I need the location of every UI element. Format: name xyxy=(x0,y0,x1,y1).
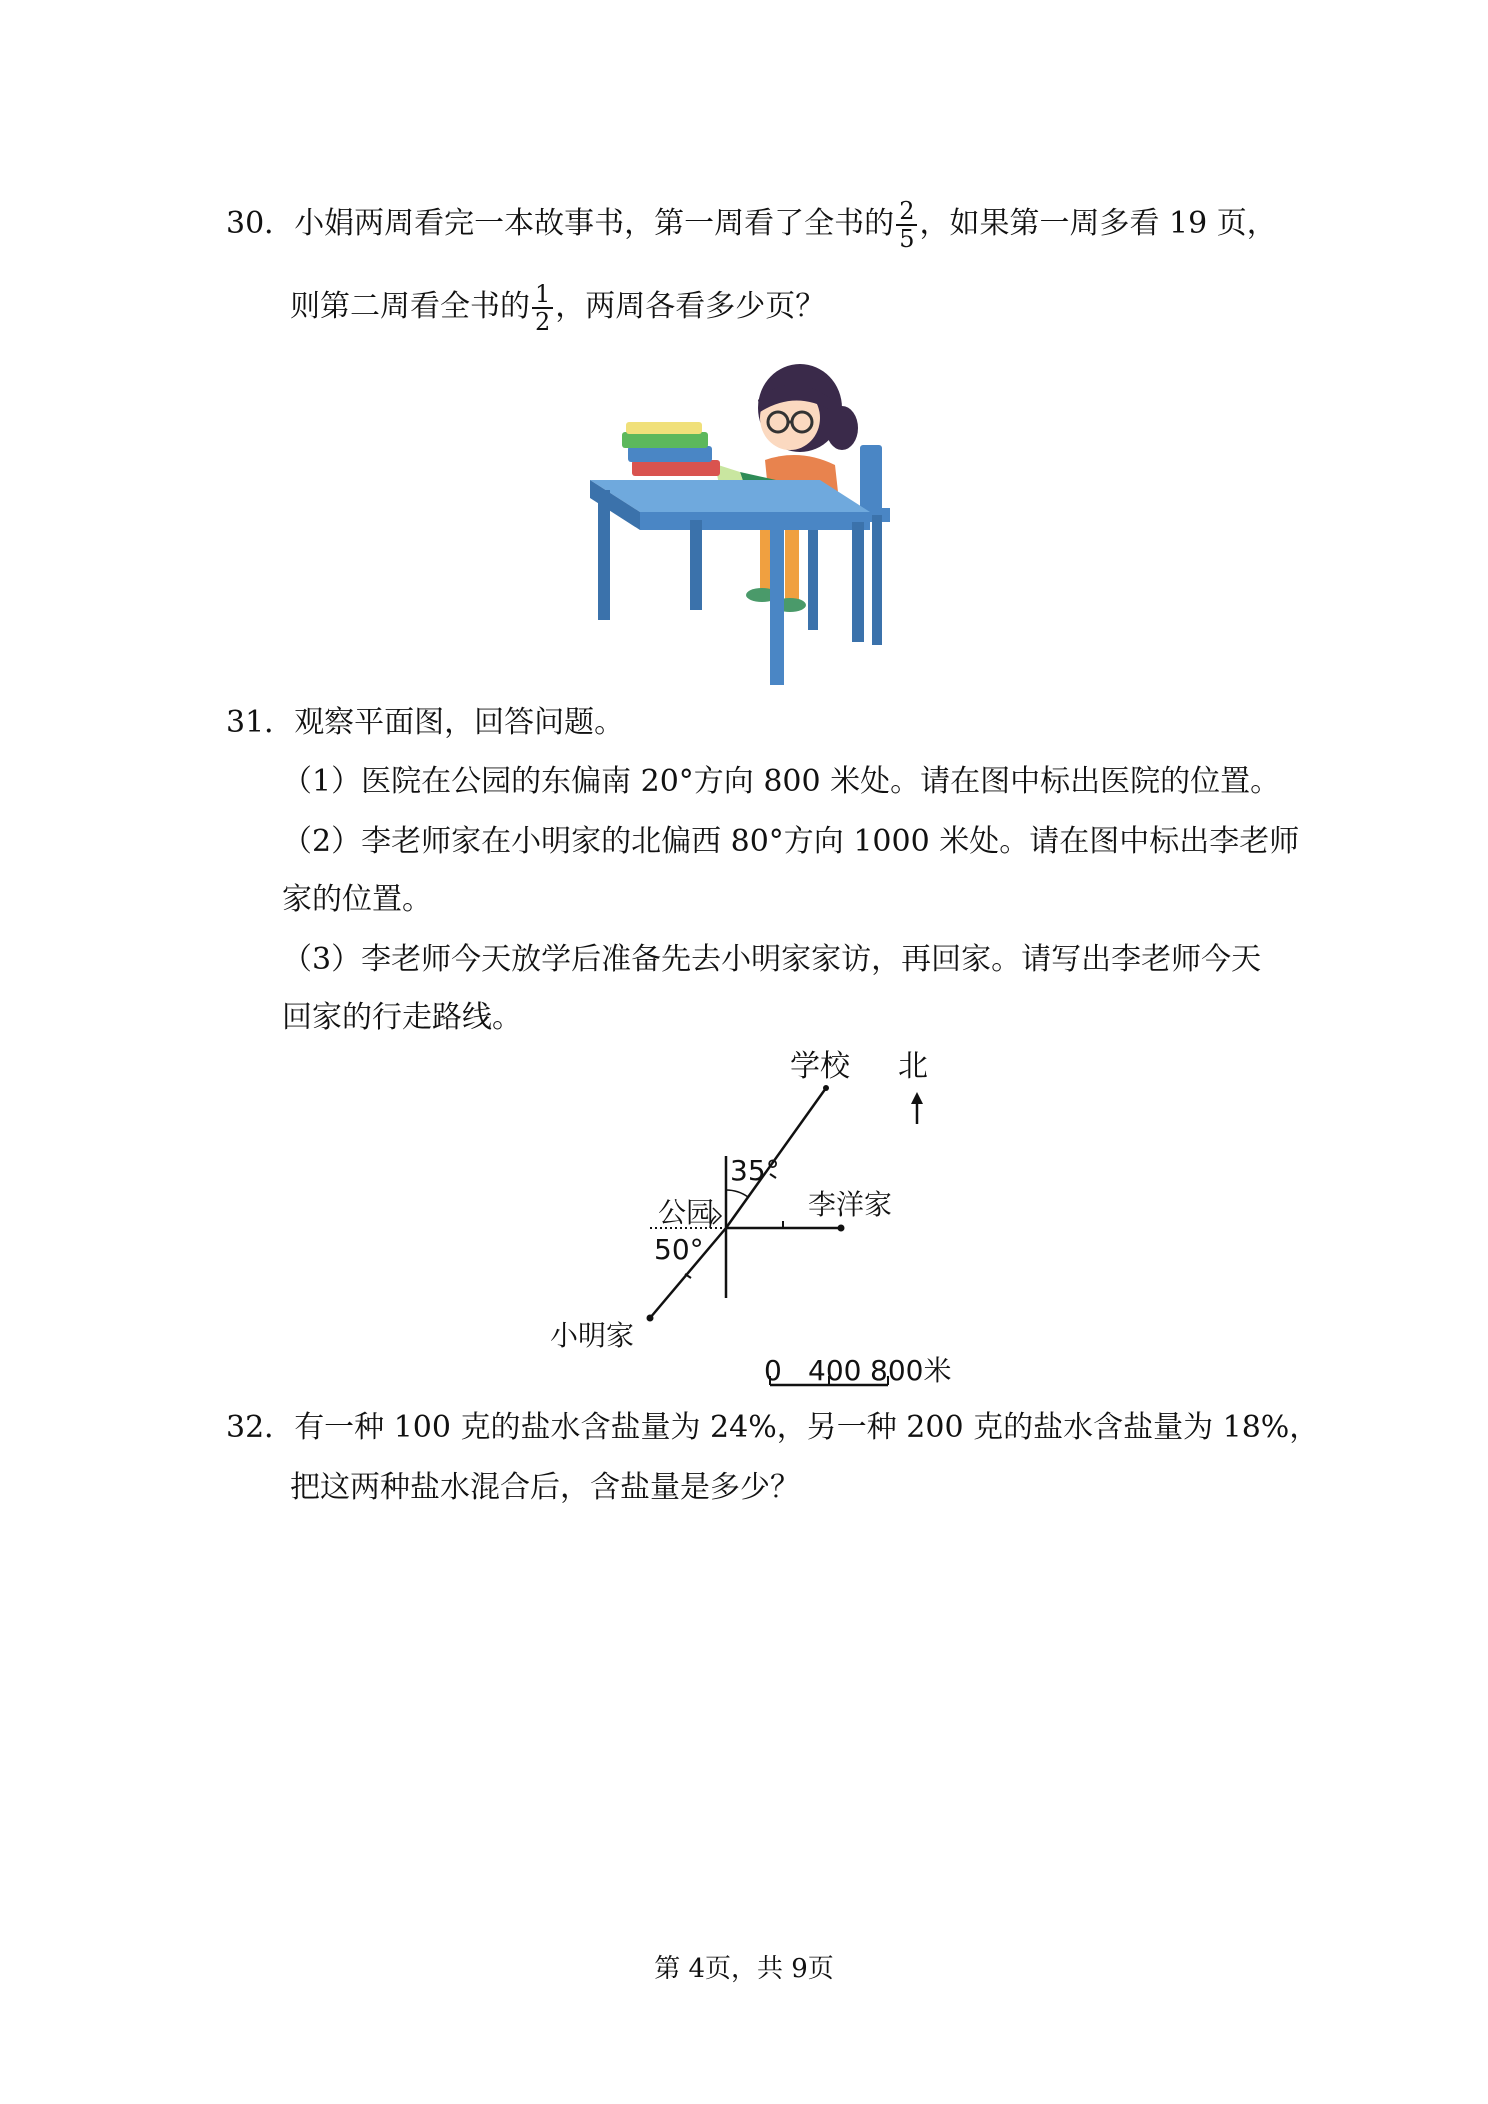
label-liyang: 李洋家 xyxy=(808,1188,893,1221)
q31-part2-line1: （2）李老师家在小明家的北偏西 80°方向 1000 米处。请在图中标出李老师 xyxy=(282,824,1300,859)
q31-part3-line1: （3）李老师今天放学后准备先去小明家家访，再回家。请写出李老师今天 xyxy=(282,942,1262,977)
q30-line2 xyxy=(290,281,825,335)
page-footer: 第 4页，共 9页 xyxy=(654,1954,834,1984)
label-park: 公园 xyxy=(658,1196,715,1229)
q31-number: 31． xyxy=(226,705,295,740)
label-angle-35: 35° xyxy=(730,1154,780,1187)
q31-line-intro xyxy=(226,703,624,743)
q30-number: 30． xyxy=(226,206,295,241)
label-xiaoming: 小明家 xyxy=(550,1319,635,1352)
scale-zero: 0 xyxy=(764,1354,782,1387)
label-north: 北 xyxy=(898,1049,928,1084)
q31-part2-line2: 家的位置。 xyxy=(282,882,432,917)
angle-arc-35 xyxy=(726,1190,748,1197)
chair-back xyxy=(860,445,882,515)
q30-text-b: ，如果第一周多看 19 页， xyxy=(919,206,1277,241)
label-angle-50: 50° xyxy=(654,1233,704,1266)
girl-reading-illustration xyxy=(590,360,910,690)
scale-mid: 400 xyxy=(808,1354,862,1387)
q30-text-a: 小娟两周看完一本故事书，第一周看了全书的 xyxy=(294,206,895,241)
desk-leg xyxy=(770,525,784,685)
q32-text-a: 有一种 100 克的盐水含盐量为 24%，另一种 200 克的盐水含盐量为 18%， xyxy=(294,1410,1320,1445)
q31-part1: （1）医院在公园的东偏南 20°方向 800 米处。请在图中标出医院的位置。 xyxy=(282,764,1281,799)
q31-part3-line2: 回家的行走路线。 xyxy=(282,1000,522,1035)
fraction-two-fifths: $\frac{2}{5}$ xyxy=(896,198,917,252)
q30-text-d: ，两周各看多少页？ xyxy=(555,289,826,324)
q32-number: 32． xyxy=(226,1410,295,1445)
q30-line1 xyxy=(226,198,1277,252)
q32-line2: 把这两种盐水混合后，含盐量是多少？ xyxy=(290,1470,800,1505)
q31-intro: 观察平面图，回答问题。 xyxy=(294,705,625,740)
fraction-one-half: $\frac{1}{2}$ xyxy=(532,281,553,335)
q30-text-c: 则第二周看全书的 xyxy=(290,289,530,324)
plan-map xyxy=(540,1040,1000,1400)
q32-line1 xyxy=(226,1408,1319,1448)
label-school: 学校 xyxy=(790,1049,850,1084)
book-stack xyxy=(632,460,720,476)
scale-end: 800米 xyxy=(870,1354,952,1387)
